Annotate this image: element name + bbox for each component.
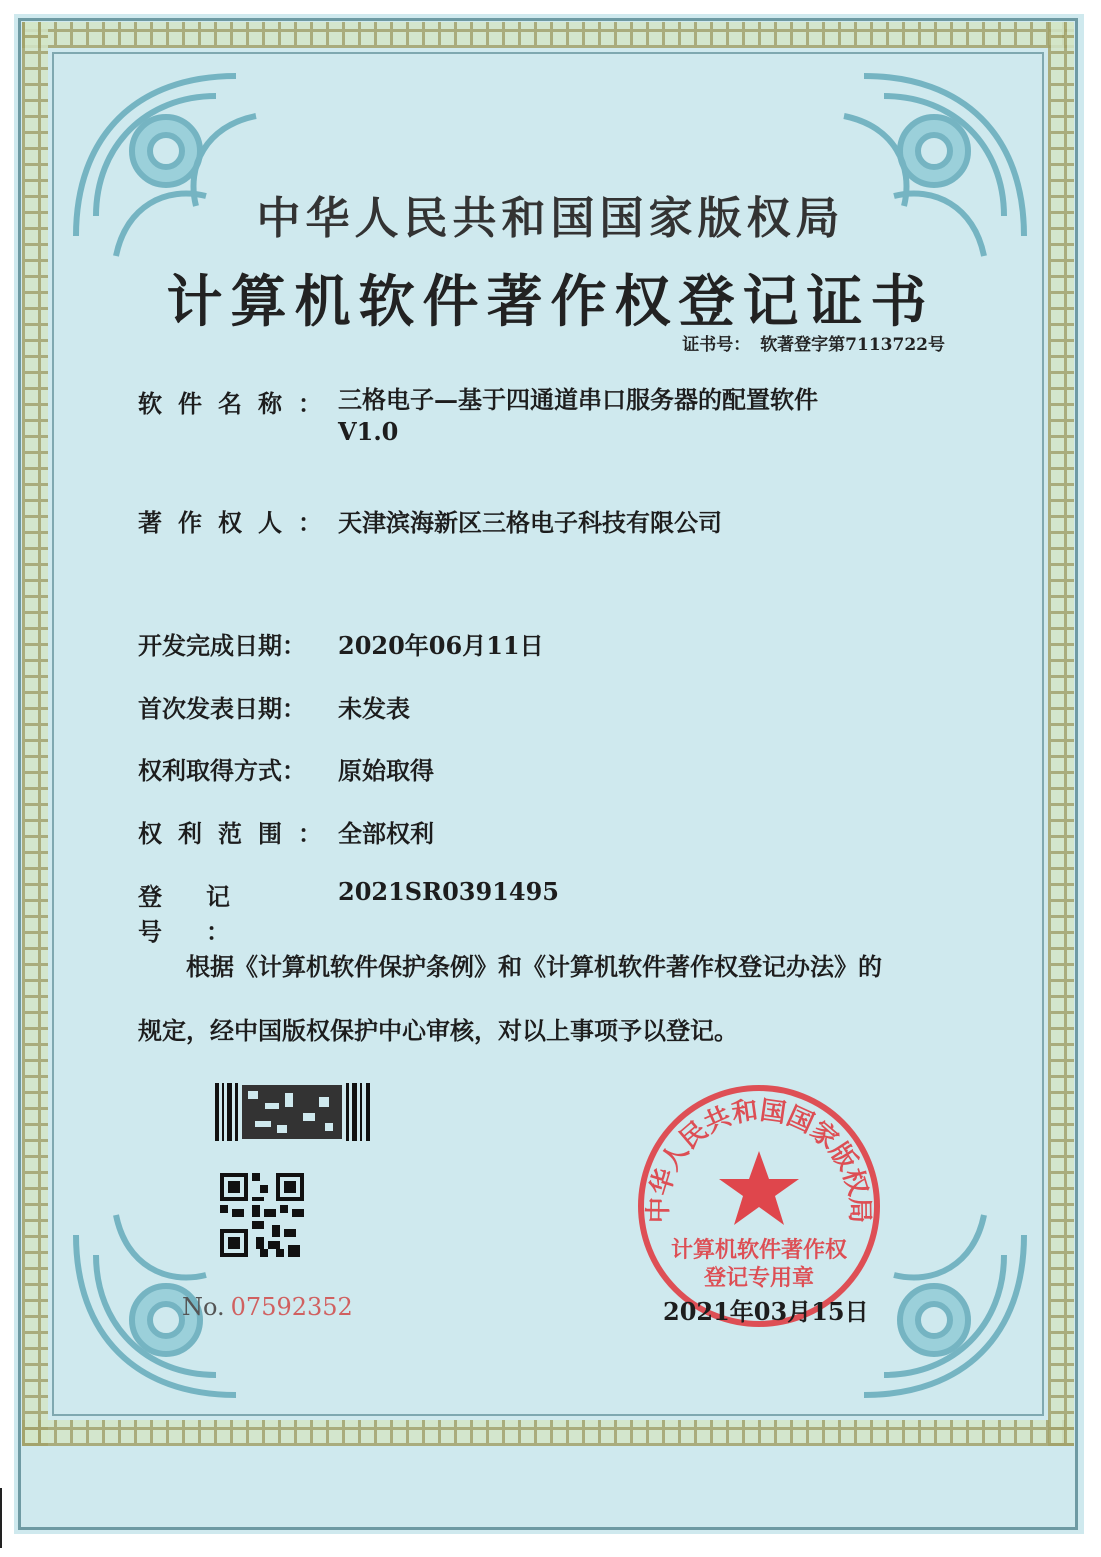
field-first-publication-date [138, 689, 410, 724]
field-value: 未发表 [338, 694, 410, 723]
field-label: 权利取得方式： [138, 756, 306, 785]
field-software-name [138, 384, 818, 448]
certificate-number [678, 330, 945, 355]
field-acquisition-method [138, 751, 434, 786]
svg-text:中华人民共和国国家版权局: 中华人民共和国国家版权局 [643, 1095, 875, 1224]
certificate-number-label: 证书号： [682, 335, 751, 355]
field-value: 2021SR0391495 [338, 877, 559, 906]
field-label: 软件名称： [138, 389, 338, 418]
field-label: 开发完成日期： [138, 631, 306, 660]
field-rights-scope [138, 814, 434, 849]
field-label: 首次发表日期： [138, 694, 306, 723]
certificate-title: 计算机软件著作权登记证书 [166, 269, 935, 335]
serial-number [182, 1293, 353, 1321]
field-label: 著作权人： [138, 508, 338, 537]
svg-text:计算机软件著作权: 计算机软件著作权 [670, 1238, 848, 1263]
statement-line-2: 规定，经中国版权保护中心审核，对以上事项予以登记。 [138, 1016, 738, 1045]
statement-line-1: 根据《计算机软件保护条例》和《计算机软件著作权登记办法》的 [186, 952, 882, 981]
field-value-line2: V1.0 [338, 417, 399, 446]
field-value: 全部权利 [338, 819, 434, 848]
barcode [215, 1083, 373, 1141]
issue-date: 2021年03月15日 [663, 1297, 869, 1326]
field-value: 天津滨海新区三格电子科技有限公司 [338, 508, 722, 537]
field-label: 权利范围： [138, 819, 338, 848]
issuing-authority: 中华人民共和国国家版权局 [256, 193, 845, 244]
corner-ornament-top-right [814, 56, 1044, 286]
scan-edge-mark [0, 1488, 2, 1548]
field-copyright-owner [138, 503, 722, 538]
qr-code [220, 1173, 304, 1257]
field-value: 三格电子—基于四通道串口服务器的配置软件 [338, 385, 818, 414]
serial-prefix: No. [182, 1293, 225, 1321]
field-value: 原始取得 [338, 756, 434, 785]
field-completion-date [138, 626, 544, 661]
svg-text:登记专用章: 登记专用章 [703, 1266, 815, 1291]
field-value: 2020年06月11日 [338, 631, 544, 660]
serial-value: 07592352 [230, 1293, 353, 1321]
field-label: 登记号： [138, 882, 274, 946]
corner-ornament-top-left [56, 56, 286, 286]
certificate-number-value: 软著登字第7113722号 [760, 335, 945, 355]
